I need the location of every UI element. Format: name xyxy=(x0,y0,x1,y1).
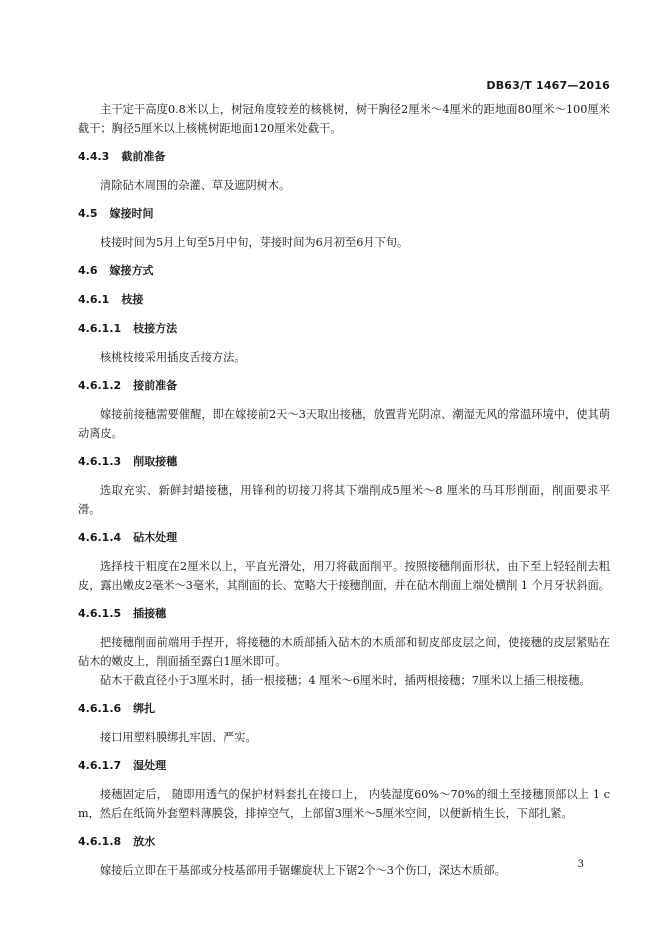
section-heading xyxy=(78,756,610,775)
body-paragraph: 嫁接前接穗需要催醒，即在嫁接前2天～3天取出接穗，放置背光阴凉、潮湿无风的常温环境中，使其萌动离皮。 xyxy=(78,408,610,440)
body-paragraph: 核桃枝接采用插皮舌接方法。 xyxy=(100,351,246,364)
section-number: 4.6.1 xyxy=(78,293,110,306)
body-paragraph: 砧木干截直径小于3厘米时，插一根接穗；4 厘米～6厘米时，插两根接穗；7厘米以上插三根接穗。 xyxy=(100,674,591,687)
section-number: 4.6.1.5 xyxy=(78,607,122,620)
section-number: 4.4.3 xyxy=(78,150,110,163)
section-title: 削取接穗 xyxy=(133,455,178,468)
body-paragraph: 接口用塑料膜绑扎牢固、严实。 xyxy=(100,731,257,744)
section-heading xyxy=(78,604,610,623)
section-heading xyxy=(78,832,610,851)
section-title: 嫁接时间 xyxy=(109,207,154,220)
section-title: 绑扎 xyxy=(133,702,156,715)
section-number: 4.6.1.1 xyxy=(78,322,122,335)
section-title: 砧木处理 xyxy=(133,531,178,544)
section-number: 4.5 xyxy=(78,207,98,220)
document-body xyxy=(78,100,610,889)
section-title: 放水 xyxy=(133,835,156,848)
section-title: 枝接方法 xyxy=(133,322,178,335)
body-paragraph: 清除砧木周围的杂灌、草及遮阴树木。 xyxy=(100,179,291,192)
section-title: 湿处理 xyxy=(133,759,167,772)
section-heading xyxy=(78,261,610,280)
section-number: 4.6.1.6 xyxy=(78,702,122,715)
body-paragraph: 嫁接后立即在干基部或分枝基部用手锯螺旋状上下锯2个～3个伤口，深达木质部。 xyxy=(100,864,506,877)
body-paragraph: 选择枝干粗度在2厘米以上，平直光滑处，用刀将截面削平。按照接穗削面形状，由下至上轻轻削去粗皮，露出嫩皮2毫米～3毫米，其削面的长、宽略大于接穗削面，并在砧木削面上端处横削 1 个月牙状斜面。 xyxy=(78,560,610,592)
section-heading xyxy=(78,376,610,395)
body-paragraph: 枝接时间为5月上旬至5月中旬，芽接时间为6月初至6月下旬。 xyxy=(100,236,409,249)
section-number: 4.6 xyxy=(78,264,98,277)
section-heading xyxy=(78,528,610,547)
section-title: 插接穗 xyxy=(133,607,167,620)
section-heading xyxy=(78,147,610,166)
section-heading xyxy=(78,319,610,338)
section-heading xyxy=(78,699,610,718)
section-title: 枝接 xyxy=(121,293,144,306)
section-number: 4.6.1.3 xyxy=(78,455,122,468)
section-heading xyxy=(78,452,610,471)
section-number: 4.6.1.4 xyxy=(78,531,122,544)
body-paragraph: 主干定干高度0.8米以上，树冠角度较差的核桃树，树干胸径2厘米～4厘米的距地面80厘米～100厘米截干；胸径5厘米以上核桃树距地面120厘米处截干。 xyxy=(78,103,610,135)
section-number: 4.6.1.2 xyxy=(78,379,122,392)
document-code: DB63/T 1467—2016 xyxy=(486,79,610,92)
section-number: 4.6.1.8 xyxy=(78,835,122,848)
body-paragraph: 接穗固定后， 随即用透气的保护材料套扎在接口上， 内装湿度60%～70%的细土至接穗顶部以上 1 cm，然后在纸筒外套塑料薄膜袋，排掉空气，上部留3厘米～5厘米空间，以便新梢生长，下部扎紧。 xyxy=(78,788,610,820)
section-heading xyxy=(78,290,610,309)
section-title: 接前准备 xyxy=(133,379,178,392)
section-title: 嫁接方式 xyxy=(109,264,154,277)
page-number: 3 xyxy=(577,859,584,870)
section-title: 截前准备 xyxy=(121,150,166,163)
section-number: 4.6.1.7 xyxy=(78,759,122,772)
section-heading xyxy=(78,204,610,223)
body-paragraph: 把接穗削面前端用手捏开，将接穗的木质部插入砧木的木质部和韧皮部皮层之间，使接穗的皮层紧贴在砧木的嫩皮上，削面插至露白1厘米即可。 xyxy=(78,636,610,668)
body-paragraph: 选取充实、新鲜封蜡接穗，用锋利的切接刀将其下端削成5厘米～8 厘米的马耳形削面，削面要求平滑。 xyxy=(78,484,610,516)
